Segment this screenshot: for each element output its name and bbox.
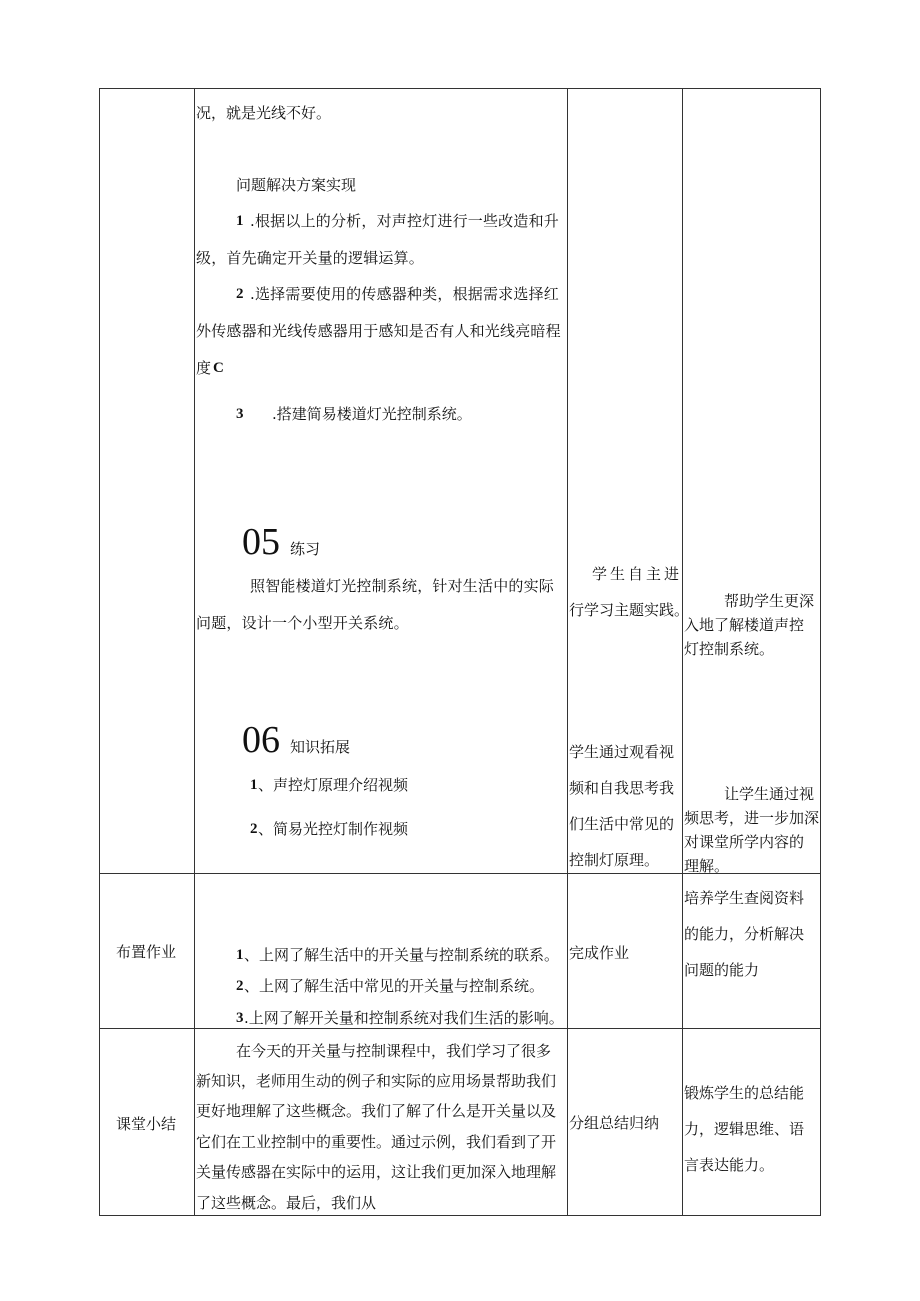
table-col-divider-2 [567,88,568,1216]
homework-label: 布置作业 [116,943,177,961]
practice-student-line-2: 行学习主题实践。 [569,601,690,619]
homework-purpose-line-2: 的能力，分析解决 [684,925,805,943]
step-2-line-1: .选择需要使用的传感器种类，根据需求选择红 [250,285,559,303]
practice-title: 练习 [290,540,321,558]
step-1-line-1: .根据以上的分析，对声控灯进行一些改造和升 [250,212,559,230]
homework-item-3-number: 3 [236,1010,244,1026]
practice-purpose-line-1: 帮助学生更深 [724,592,815,610]
table-col-divider-1 [194,88,195,1216]
summary-student: 分组总结归纳 [569,1114,660,1132]
summary-purpose-line-3: 言表达能力。 [684,1156,775,1174]
practice-purpose-line-3: 灯控制系统。 [684,640,775,658]
homework-item-2-text: 、上网了解生活中常见的开关量与控制系统。 [244,977,545,995]
summary-purpose-line-1: 锻炼学生的总结能 [684,1084,805,1102]
practice-line-1: 照智能楼道灯光控制系统，针对生活中的实际 [250,577,555,595]
step-2-line-2: 外传感器和光线传感器用于感知是否有人和光线亮暗程 [196,322,561,340]
practice-number: 05 [242,521,280,563]
extension-student-line-2: 频和自我思考我 [569,779,675,797]
extension-purpose-line-3: 对课堂所学内容的 [684,833,805,851]
extension-number: 06 [242,719,280,761]
table-col-divider-3 [682,88,683,1216]
table-border-top [99,88,821,89]
table-border-bottom [99,1215,821,1216]
extension-item-2-number: 2 [250,821,258,837]
step-2-line-3: 度 [196,359,212,377]
step-3-text: .搭建简易楼道灯光控制系统。 [272,405,472,423]
summary-line-3: 更好地理解了这些概念。我们了解了什么是开关量以及 [196,1102,557,1120]
homework-item-3-text: .上网了解开关量和控制系统对我们生活的影响。 [244,1009,564,1027]
extension-purpose-line-2: 频思考，进一步加深 [684,809,820,827]
homework-purpose-line-1: 培养学生查阅资料 [684,889,805,907]
step-1-line-2: 级，首先确定开关量的逻辑运算。 [196,249,425,267]
summary-line-1: 在今天的开关量与控制课程中，我们学习了很多 [236,1042,552,1060]
extension-item-1-number: 1 [250,777,258,793]
extension-student-line-1: 学生通过观看视 [569,743,675,761]
extension-student-line-4: 控制灯原理。 [569,851,660,869]
extension-purpose-line-4: 理解。 [684,857,730,875]
extension-purpose-line-1: 让学生通过视 [724,785,815,803]
homework-item-2-number: 2 [236,978,244,994]
step-2-line-3-tail: C [213,360,224,376]
extension-student-line-3: 们生活中常见的 [569,815,675,833]
practice-student-line-1: 学生自主进 [592,565,683,583]
summary-purpose-line-2: 力，逻辑思维、语 [684,1120,805,1138]
summary-label: 课堂小结 [116,1115,177,1133]
summary-line-2: 新知识，老师用生动的例子和实际的应用场景帮助我们 [196,1072,557,1090]
practice-line-2: 问题，设计一个小型开关系统。 [196,614,409,632]
summary-line-5: 关量传感器在实际中的运用，这让我们更加深入地理解 [196,1163,557,1181]
homework-item-1-text: 、上网了解生活中的开关量与控制系统的联系。 [244,946,560,964]
extension-item-1-text: 、声控灯原理介绍视频 [258,776,409,794]
table-border-left [99,88,100,1216]
step-3-number: 3 [236,406,244,422]
step-1-number: 1 [236,213,244,229]
step-2-number: 2 [236,286,244,302]
extension-item-2-text: 、简易光控灯制作视频 [258,820,409,838]
table-border-row2 [99,1028,821,1029]
table-border-right [820,88,821,1216]
summary-line-6: 了这些概念。最后，我们从 [196,1194,377,1212]
continued-line: 况，就是光线不好。 [196,104,332,122]
extension-title: 知识拓展 [290,738,351,756]
homework-item-1-number: 1 [236,947,244,963]
summary-line-4: 它们在工业控制中的重要性。通过示例，我们看到了开 [196,1133,557,1151]
homework-purpose-line-3: 问题的能力 [684,961,760,979]
homework-student: 完成作业 [569,944,630,962]
practice-purpose-line-2: 入地了解楼道声控 [684,616,805,634]
solution-heading: 问题解决方案实现 [236,176,357,194]
